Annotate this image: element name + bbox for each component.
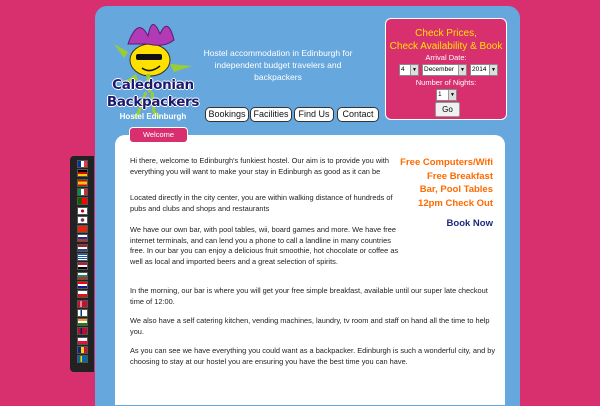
location-paragraph: Located directly in the city center, you are within walking distance of hundreds of pubs and clubs and shops and restaurants — [130, 193, 393, 213]
features-list — [385, 156, 493, 210]
czech-flag-icon[interactable] — [77, 290, 88, 298]
booking-box — [385, 18, 507, 120]
danish-flag-icon[interactable] — [77, 300, 88, 308]
italian-flag-icon[interactable] — [77, 188, 88, 196]
chevron-down-icon: ▼ — [448, 90, 456, 100]
year-select-value: 2014 — [472, 66, 487, 73]
german-flag-icon[interactable] — [77, 169, 88, 177]
swedish-flag-icon[interactable] — [77, 355, 88, 363]
feature-item: 12pm Check Out — [418, 197, 493, 209]
logo-subtitle: Hostel Edinburgh — [119, 112, 187, 121]
hindi-flag-icon[interactable] — [77, 318, 88, 326]
day-select[interactable] — [399, 64, 419, 76]
bar-paragraph: We have our own bar, with pool tables, wii, board games and more. We have free internet terminals, and can lend you a phone to call a landline in many countries free. In our bar you can enjoy a delicious fruit smoothie, hot chocolate or coffee as well as local and imported beers and a great selection of spirits. — [130, 225, 399, 266]
nights-select[interactable] — [436, 89, 457, 101]
chinese-flag-icon[interactable] — [77, 225, 88, 233]
greek-flag-icon[interactable] — [77, 253, 88, 261]
polish-flag-icon[interactable] — [77, 337, 88, 345]
russian-flag-icon[interactable] — [77, 234, 88, 242]
portuguese-flag-icon[interactable] — [77, 197, 88, 205]
feature-item: Free Computers/Wifi — [400, 157, 493, 168]
nav-facilities[interactable]: Facilities — [250, 107, 292, 122]
closing-paragraph: As you can see we have everything you could want as a backpacker. Edinburgh is such a wonderful city, and by choosing to stay at our hostel you are ensuring you have the best time you can have. — [130, 346, 496, 366]
breakfast-paragraph: In the morning, our bar is where you will get your free simple breakfast, available until our super late checkout time of 12:00. — [130, 286, 488, 306]
dutch-flag-icon[interactable] — [77, 244, 88, 252]
day-select-value: 4 — [401, 66, 405, 73]
year-select[interactable] — [470, 64, 498, 76]
facilities-paragraph: We also have a self catering kitchen, vending machines, laundry, tv room and staff on hand all the time to help you. — [130, 316, 490, 336]
nav-find-us[interactable]: Find Us — [294, 107, 334, 122]
month-select[interactable] — [422, 64, 467, 76]
arabic-flag-icon[interactable] — [77, 262, 88, 270]
bulgarian-flag-icon[interactable] — [77, 272, 88, 280]
finnish-flag-icon[interactable] — [77, 309, 88, 317]
logo-title-line2: Backpackers — [106, 94, 200, 110]
romanian-flag-icon[interactable] — [77, 346, 88, 354]
booking-title — [386, 27, 506, 53]
chevron-down-icon: ▼ — [458, 65, 466, 75]
welcome-tab[interactable]: Welcome — [129, 127, 188, 143]
logo-title-line1: Caledonian — [112, 77, 194, 93]
feature-item: Bar, Pool Tables — [419, 184, 493, 195]
tagline: Hostel accommodation in Edinburgh for independent budget travelers and backpackers — [203, 48, 353, 82]
feature-item: Free Breakfast — [426, 170, 493, 182]
nights-select-value: 1 — [438, 91, 442, 98]
booking-title-line2: Check Availability & Book — [389, 41, 503, 52]
intro-paragraph: Hi there, welcome to Edinburgh's funkiest hostel. Our aim is to provide you with everything you will want to make your stay in Edinburgh as good as it can be — [130, 156, 389, 176]
nav-contact[interactable]: Contact — [337, 107, 379, 122]
korean-flag-icon[interactable] — [77, 216, 88, 224]
norwegian-flag-icon[interactable] — [77, 327, 88, 335]
nav-bookings[interactable]: Bookings — [205, 107, 249, 122]
chevron-down-icon: ▼ — [489, 65, 497, 75]
french-flag-icon[interactable] — [77, 160, 88, 168]
nights-label: Number of Nights: — [415, 78, 477, 87]
croatian-flag-icon[interactable] — [77, 281, 88, 289]
book-now-link[interactable]: Book Now — [446, 218, 493, 229]
spanish-flag-icon[interactable] — [77, 179, 88, 187]
month-select-value: December — [424, 66, 454, 73]
japanese-flag-icon[interactable] — [77, 207, 88, 215]
go-button[interactable]: Go — [435, 102, 460, 117]
booking-title-line1: Check Prices, — [415, 28, 477, 39]
arrival-date-label: Arrival Date: — [425, 53, 467, 62]
chevron-down-icon: ▼ — [410, 65, 418, 75]
